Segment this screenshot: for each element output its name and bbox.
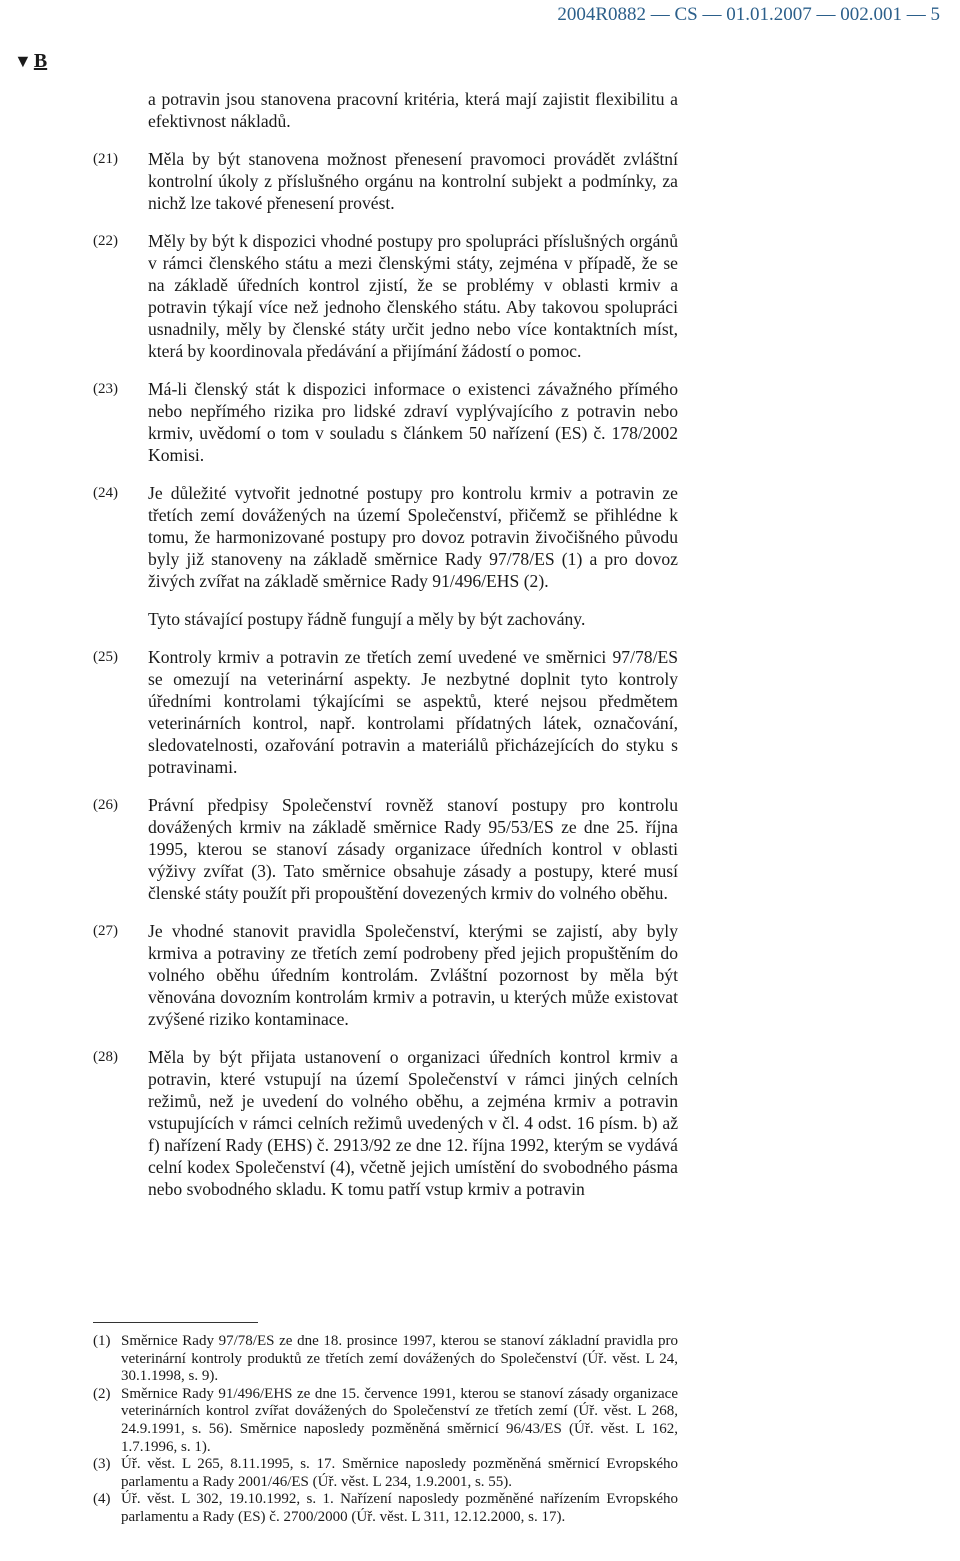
paragraph-text: Právní předpisy Společenství rovněž stanoví postupy pro kontrolu dovážených krmiv na základě směrnice Rady 95/53/ES ze dne 25. října 1995, kterou se stanoví zásady organizace úředních kontrol v oblasti výživy zvířat (3). Tato směrnice obsahuje zásady a postupy, které musí členské státy použít při propouštění dovezených krmiv do volného oběhu. bbox=[148, 795, 678, 903]
paragraph-text: a potravin jsou stanovena pracovní kritéria, která mají zajistit flexibilitu a efektivnost nákladů. bbox=[148, 89, 678, 131]
paragraph-number: (22) bbox=[93, 233, 118, 249]
footnote-4 bbox=[93, 1491, 678, 1526]
recital-21 bbox=[93, 148, 678, 214]
footnote-2 bbox=[93, 1386, 678, 1456]
footnote-divider bbox=[93, 1322, 258, 1323]
paragraph-number: (21) bbox=[93, 151, 118, 167]
recital-27 bbox=[93, 920, 678, 1030]
paragraph-text: Je vhodné stanovit pravidla Společenství, kterými se zajistí, aby byly krmiva a potraviny ze třetích zemí podrobeny před jejich propuštěním do volného oběhu úředním kontrolám. Zvláštní pozornost by měla být věnována dovozním kontrolám krmiv a potravin, u kterých může existovat zvýšené riziko kontaminace. bbox=[148, 921, 678, 1029]
footnote-text: Úř. věst. L 265, 8.11.1995, s. 17. Směrnice naposledy pozměněná směrnicí Evropského parlamentu a Rady 2001/46/ES (Úř. věst. L 234, 1.9.2001, s. 55). bbox=[121, 1456, 678, 1490]
paragraph-number: (25) bbox=[93, 649, 118, 665]
paragraph-text: Měly by být k dispozici vhodné postupy pro spolupráci příslušných orgánů v rámci členského státu a mezi členskými státy, zejména v případě, že se na základě úředních kontrol zjistí, že se problémy v oblasti krmiv a potravin týkají více než jednoho členského státu. Aby takovou spolupráci usnadnily, měly by členské státy určit jedno nebo více kontaktních míst, která by koordinovala předávání a přijímání žádostí o pomoc. bbox=[148, 231, 678, 361]
recital-24 bbox=[93, 482, 678, 592]
triangle-down-icon: ▼ bbox=[14, 51, 32, 71]
footnote-number: (1) bbox=[93, 1333, 111, 1349]
recital-23 bbox=[93, 378, 678, 466]
recital-25 bbox=[93, 646, 678, 778]
paragraph-continuation bbox=[93, 88, 678, 132]
amendment-marker[interactable] bbox=[14, 50, 47, 73]
page-header: 2004R0882 — CS — 01.01.2007 — 002.001 — 5 bbox=[557, 4, 940, 25]
paragraph-number: (28) bbox=[93, 1049, 118, 1065]
paragraph-number: (23) bbox=[93, 381, 118, 397]
paragraph-number: (24) bbox=[93, 485, 118, 501]
footnote-number: (3) bbox=[93, 1456, 111, 1473]
footnote-1 bbox=[93, 1333, 678, 1386]
footnote-number: (2) bbox=[93, 1385, 111, 1402]
paragraph-text: Má-li členský stát k dispozici informace o existenci závažného přímého nebo nepřímého rizika pro lidské zdraví vyplývajícího z potravin nebo krmiv, uvědomí o tom v souladu s článkem 50 nařízení (ES) č. 178/2002 Komisi. bbox=[148, 379, 678, 465]
footnote-3 bbox=[93, 1456, 678, 1491]
paragraph-text: Měla by být stanovena možnost přenesení pravomoci provádět zvláštní kontrolní úkoly z příslušného orgánu na kontrolní subjekt a podmínky, za nichž lze takové přenesení provést. bbox=[148, 149, 678, 213]
recital-26 bbox=[93, 794, 678, 904]
paragraph-text: Měla by být přijata ustanovení o organizaci úředních kontrol krmiv a potravin, které vstupují na území Společenství v rámci jiných celních režimů, než je uvedení do volného oběhu, a zejména krmiv a potravin vstupujících v rámci celních režimů uvedených v čl. 4 odst. 16 písm. b) až f) nařízení Rady (EHS) č. 2913/92 ze dne 12. října 1992, kterým se vydává celní kodex Společenství (4), včetně jejich umístění do svobodného pásma nebo svobodného skladu. K tomu patří vstup krmiv a potravin bbox=[148, 1047, 678, 1199]
footnotes bbox=[93, 1322, 678, 1527]
paragraph-text: Je důležité vytvořit jednotné postupy pro kontrolu krmiv a potravin ze třetích zemí dovážených na území Společenství, přičemž se přihlédne k tomu, že harmonizované postupy pro dovoz potravin živočišného původu byly již stanoveny na základě směrnice Rady 97/78/ES (1) a pro dovoz živých zvířat na základě směrnice Rady 91/496/EHS (2). bbox=[148, 483, 678, 591]
footnote-number: (4) bbox=[93, 1491, 111, 1508]
footnote-text: Směrnice Rady 91/496/EHS ze dne 15. července 1991, kterou se stanoví zásady organizace veterinárních kontrol zvířat dovážených do Společenství ze třetích zemí (Úř. věst. L 268, 24.9.1991, s. 56). Směrnice naposledy pozměněná směrnicí 96/43/ES (Úř. věst. L 162, 1.7.1996, s. 1). bbox=[121, 1385, 678, 1455]
footnote-text: Směrnice Rady 97/78/ES ze dne 18. prosince 1997, kterou se stanoví základní pravidla pro veterinární kontroly produktů ze třetích zemí dovážených do Společenství (Úř. věst. L 24, 30.1.1998, s. 9). bbox=[121, 1333, 678, 1385]
recital-24-continuation bbox=[93, 608, 678, 630]
footnote-text: Úř. věst. L 302, 19.10.1992, s. 1. Nařízení naposledy pozměněné nařízením Evropského parlamentu a Rady (ES) č. 2700/2000 (Úř. věst. L 311, 12.12.2000, s. 17). bbox=[121, 1491, 678, 1525]
paragraph-number: (27) bbox=[93, 923, 118, 939]
paragraph-text: Kontroly krmiv a potravin ze třetích zemí uvedené ve směrnici 97/78/ES se omezují na veterinární aspekty. Je nezbytné doplnit tyto kontroly úředními kontrolami týkajícími se aspektů, které nejsou předmětem veterinárních kontrol, např. kontrolami přídatných látek, označování, sledovatelnosti, ozařování potravin a materiálů přicházejících do styku s potravinami. bbox=[148, 647, 678, 777]
paragraph-number: (26) bbox=[93, 797, 118, 813]
recital-28 bbox=[93, 1046, 678, 1200]
recitals-body bbox=[93, 88, 678, 1216]
amendment-marker-label[interactable]: B bbox=[33, 50, 48, 72]
paragraph-text: Tyto stávající postupy řádně fungují a měly by být zachovány. bbox=[148, 609, 586, 629]
recital-22 bbox=[93, 230, 678, 362]
